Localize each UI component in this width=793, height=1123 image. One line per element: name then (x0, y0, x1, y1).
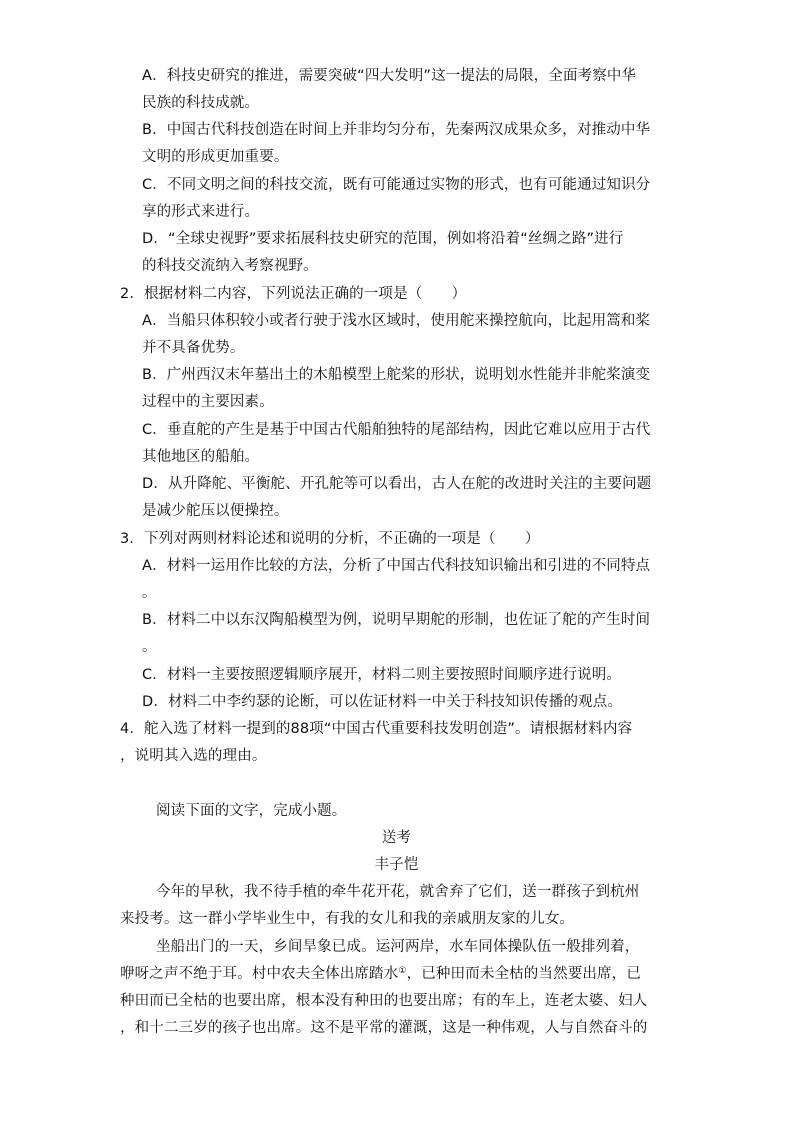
passage-author: 丰子恺 (374, 857, 419, 873)
q3-option-b-line1: B．材料二中以东汉陶船模型为例，说明早期舵的形制，也佐证了舵的产生时间 (142, 612, 651, 628)
passage-title: 送考 (381, 830, 412, 846)
q3-option-d-line1: D．材料二中李约瑟的论断，可以佐证材料一中关于科技知识传播的观点。 (142, 694, 623, 710)
q3-option-c-line1: C．材料一主要按照逻辑顺序展开，材料二则主要按照时间顺序进行说明。 (142, 667, 622, 683)
paragraph-2-line2-post: ，已种田而未全枯的当然要出席，已 (406, 966, 641, 982)
reading-instruction: 阅读下面的文字，完成小题。 (156, 803, 347, 819)
q4-line1: 4．舵入选了材料一提到的88项“中国古代重要科技发明创造”。请根据材料内容 (120, 721, 633, 737)
paragraph-1-line1: 今年的早秋，我不待手植的牵牛花开花，就舍弃了它们，送一群孩子到杭州 (156, 884, 640, 900)
q3-option-a-line1: A．材料一运用作比较的方法，分析了中国古代科技知识输出和引进的不同特点 (142, 558, 651, 574)
paragraph-2-line2 (120, 964, 641, 984)
q2-option-b-line1: B．广州西汉末年墓出土的木船模型上舵桨的形状，说明划水性能并非舵桨演变 (142, 367, 651, 383)
q2-option-c-line1: C．垂直舵的产生是基于中国古代船舶独特的尾部结构，因此它难以应用于古代 (142, 422, 651, 438)
paragraph-2-line3: 种田而已全枯的也要出席，根本没有种田的也要出席；有的车上，连老太婆、妇人 (120, 993, 648, 1009)
paragraph-2-line1: 坐船出门的一天，乡间旱象已成。运河两岸，水车同体操队伍一般排列着， (156, 939, 640, 955)
q1-option-a-line1: A．科技史研究的推进，需要突破“四大发明”这一提法的局限，全面考察中华 (142, 68, 637, 84)
footnote-marker: ① (398, 966, 407, 976)
q2-option-d-line2: 是减少舵压以便操控。 (142, 503, 289, 519)
q2-option-a-line2: 并不具备优势。 (142, 340, 245, 356)
q1-option-b-line1: B．中国古代科技创造在时间上并非均匀分布，先秦两汉成果众多，对推动中华 (142, 122, 651, 138)
q3-stem: 3．下列对两则材料论述和说明的分析，不正确的一项是（ ） (120, 531, 540, 547)
q3-option-b-line2: 。 (142, 639, 157, 655)
q2-stem: 2．根据材料二内容，下列说法正确的一项是（ ） (120, 286, 467, 302)
q4-line2: ，说明其入选的理由。 (120, 748, 267, 764)
q2-option-b-line2: 过程中的主要因素。 (142, 394, 274, 410)
q1-option-d-line2: 的科技交流纳入考察视野。 (142, 258, 318, 274)
q1-option-d-line1: D．“全球史视野”要求拓展科技史研究的范围，例如将沿着“丝绸之路”进行 (142, 231, 624, 247)
q1-option-a-line2: 民族的科技成就。 (142, 95, 260, 111)
q2-option-a-line1: A．当船只体积较小或者行驶于浅水区域时，使用舵来操控航向，比起用篙和桨 (142, 313, 651, 329)
q2-option-c-line2: 其他地区的船舶。 (142, 449, 260, 465)
paragraph-1-line2: 来投考。这一群小学毕业生中，有我的女儿和我的亲戚朋友家的儿女。 (120, 911, 575, 927)
paragraph-2-line2-pre: 咿呀之声不绝于耳。村中农夫全体出席踏水 (120, 966, 399, 982)
paragraph-2-line4: ，和十二三岁的孩子也出席。这不是平常的灌溉，这是一种伟观，人与自然奋斗的 (120, 1020, 648, 1036)
q1-option-c-line2: 享的形式来进行。 (142, 204, 260, 220)
q2-option-d-line1: D．从升降舵、平衡舵、开孔舵等可以看出，古人在舵的改进时关注的主要问题 (142, 476, 652, 492)
q1-option-c-line1: C．不同文明之间的科技交流，既有可能通过实物的形式，也有可能通过知识分 (142, 177, 651, 193)
q3-option-a-line2: 。 (142, 585, 157, 601)
q1-option-b-line2: 文明的形成更加重要。 (142, 149, 289, 165)
